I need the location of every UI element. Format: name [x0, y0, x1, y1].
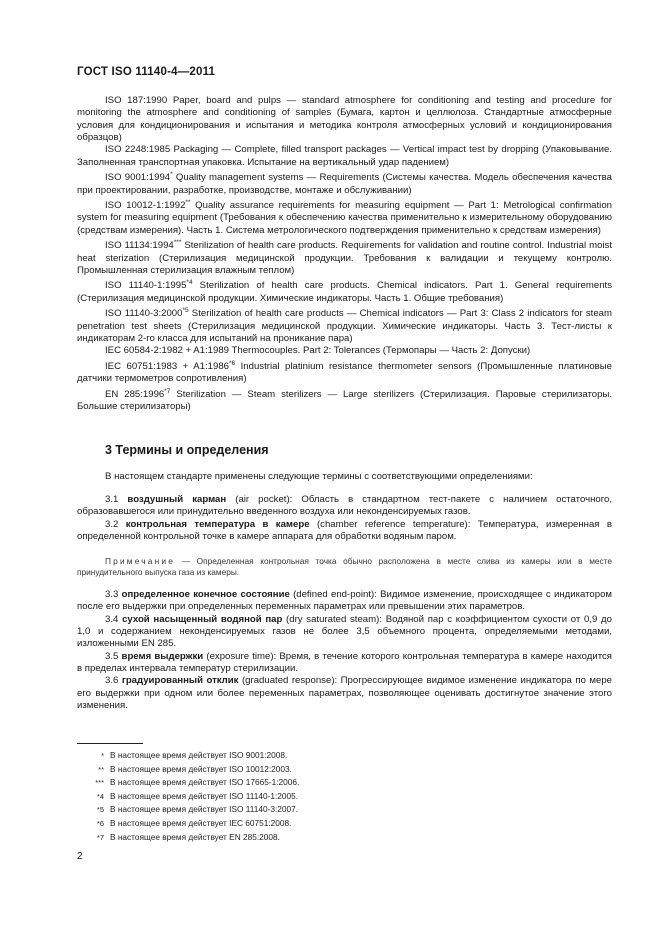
- note-paragraph: [77, 556, 612, 579]
- reference-code: ISO 11134:1994: [105, 240, 174, 252]
- term-name: сухой насыщенный водяной пар: [122, 613, 283, 625]
- footnote-text: В настоящее время действует ISO 11140-3:2007.: [110, 804, 299, 815]
- reference-code: IEC 60751:1983 + A1:1986: [105, 361, 229, 372]
- footnote-text: В настоящее время действует EN 285:2008.: [110, 831, 280, 842]
- term-definition: [77, 675, 612, 712]
- reference-item: [77, 386, 612, 414]
- reference-footnote-mark: **: [185, 198, 191, 206]
- note-label: Примечание: [105, 556, 176, 566]
- reference-item: [77, 237, 612, 277]
- note: [77, 556, 612, 579]
- reference-text: Sterilization of health care products — Chemical indicators — Part 3: Class 2 indicators for steam penetration test sheets (Стерилизация медицинской продукции. Химические индикаторы. Часть 3. Тест-листы к индикаторам 2-го класса для испытаний на проникание пара): [77, 308, 612, 345]
- reference-item: [77, 305, 612, 345]
- terms-list-a: [77, 494, 612, 543]
- footnote-text: В настоящее время действует ISO 11140-1:2005.: [110, 790, 299, 801]
- term-text: (air pocket): Область в стандартном тест-пакете с наличием остаточного, образовавшегося или принудительно введенного воздуха или неконденсируемых газов.: [77, 494, 612, 518]
- footnote-text: В настоящее время действует ISO 10012:2003.: [110, 763, 292, 774]
- section-title: 3 Термины и определения: [105, 443, 269, 457]
- term-name: определенное конечное состояние: [121, 589, 290, 600]
- term-text: (chamber reference temperature): Температура, измеренная в определенной контрольной точке в камере аппарата для обработки водяным паром.: [77, 518, 612, 543]
- footnote-item: [77, 817, 437, 831]
- reference-footnote-mark: *5: [182, 307, 189, 315]
- term-number: 3.1: [105, 494, 119, 505]
- footnote-text: В настоящее время действует ISO 9001:2008.: [110, 750, 288, 760]
- term-name: контрольная температура в камере: [125, 518, 310, 530]
- footnote-item: [77, 749, 437, 763]
- reference-item: [77, 277, 612, 305]
- note-text: — Определенная контрольная точка обычно расположена в месте слива из камеры или в месте принудительного выпуска газа из камеры.: [77, 556, 612, 578]
- term-name: градуированный отклик: [121, 675, 239, 687]
- term-number: 3.4: [105, 613, 119, 625]
- term-text: (dry saturated steam): Водяной пар с коэффициентом сухости от 0,9 до 1,0 и содержанием неконденсируемых газов не более 3,5 объемного процента, определяемыми методами, изложенными EN 285.: [77, 613, 612, 650]
- reference-text: Packaging — Complete, filled transport packages — Vertical impact test by dropping (Упаковывание. Заполненная транспортная упаковка. Испытание на вертикальный удар падением): [77, 144, 612, 168]
- footnote-mark: **: [98, 764, 104, 774]
- reference-item: [77, 95, 612, 144]
- reference-footnote-mark: *6: [228, 359, 236, 367]
- terms-list-b: [77, 589, 612, 712]
- footnote-item: [77, 776, 437, 790]
- reference-footnote-mark: ***: [173, 239, 182, 247]
- reference-item: [77, 169, 612, 197]
- footnote-divider: [77, 743, 143, 744]
- reference-footnote-mark: *: [170, 171, 173, 179]
- reference-code: ISO 10012-1:1992: [105, 200, 186, 212]
- reference-item: [77, 358, 612, 386]
- footnote-text: В настоящее время действует IEC 60751:2008.: [110, 817, 292, 828]
- reference-text: Quality management systems — Requirements (Системы качества. Модель обеспечения качества при проектировании, разработке, производстве, монтаже и обслуживании): [77, 172, 612, 196]
- footnote-mark: *: [101, 751, 104, 760]
- reference-code: ISO 2248:1985: [105, 144, 171, 156]
- reference-footnote-mark: *7: [164, 387, 171, 395]
- term-text: (graduated response): Прогрессирующее видимое изменение индикатора по мере его выдержки при одном или более переменных параметрах, позволяющее оценивать достигнутое значение этого изменения.: [77, 675, 612, 712]
- footnote-text: В настоящее время действует ISO 17665-1:2006.: [110, 777, 300, 788]
- reference-text: Industrial platinium resistance thermometer sensors (Промышленные платиновые датчики термометров сопротивления): [77, 361, 612, 385]
- term-name: время выдержки: [121, 650, 204, 662]
- term-text: (defined end-point): Видимое изменение, происходящее с индикатором после его выдержки при определенных переменных параметрах или превышении этих параметров.: [77, 589, 612, 613]
- term-definition: [77, 589, 612, 614]
- normative-references: [77, 95, 612, 414]
- section-intro: [77, 471, 612, 483]
- document-header: ГОСТ ISO 11140-4—2011: [77, 66, 216, 78]
- reference-code: ISO 11140-1:1995: [105, 280, 187, 292]
- term-definition: [77, 614, 612, 651]
- intro-paragraph: В настоящем стандарте применены следующие термины с соответствующими определениями:: [105, 471, 533, 482]
- reference-text: Sterilization — Steam sterilizers — Large sterilizers (Стерилизация. Паровые стерилизаторы. Большие стерилизаторы): [77, 388, 612, 413]
- footnote-item: [77, 763, 437, 777]
- reference-code: ISO 9001:1994: [105, 172, 171, 184]
- reference-footnote-mark: *4: [186, 279, 193, 287]
- reference-code: ISO 11140-3:2000: [105, 308, 183, 320]
- footnote-mark: *7: [96, 832, 104, 842]
- footnote-item: [77, 831, 437, 845]
- term-text: (exposure time): Время, в течение которого контрольная температура в камере находится в пределах интервала температур стерилизации.: [77, 650, 612, 675]
- reference-text: Sterilization of health care products. Chemical indicators. Part 1. General requirements (Стерилизация медицинской продукции. Химические индикаторы. Часть 1. Общие требования): [77, 280, 612, 304]
- term-definition: [77, 651, 612, 676]
- term-number: 3.3: [105, 589, 119, 600]
- term-number: 3.2: [105, 518, 119, 530]
- term-name: воздушный карман: [127, 494, 227, 505]
- footnote-mark: ***: [95, 778, 104, 788]
- reference-text: Quality assurance requirements for measuring equipment — Part 1: Metrological confirmation system for measuring equipment (Требования к обеспечению качества применительно к измерительному оборудованию (средствам измерения). Часть 1. Система метрологического подтверждения применительно к средствам измерения): [77, 200, 612, 236]
- footnote-item: [77, 790, 437, 804]
- reference-code: EN 285:1996: [105, 388, 165, 400]
- footnotes: [77, 749, 437, 844]
- term-number: 3.5: [105, 650, 119, 662]
- term-number: 3.6: [105, 675, 119, 687]
- reference-text: Thermocouples. Part 2: Tolerances (Термопары — Часть 2: Допуски): [229, 345, 531, 357]
- reference-text: ISO 187:1990 Paper, board and pulps — standard atmosphere for conditioning and testing and procedure for monitoring the atmosphere and conditioning of samples (Бумага, картон и целлюлоза. Стандартные атмосферные условия для кондиционирования и испытания и методика контроля атмосферных условий и кондиционирования образцов): [77, 95, 612, 144]
- footnote-mark: *5: [96, 805, 104, 815]
- reference-text: Sterilization of health care products. Requirements for validation and routine control. Industrial moist heat sterization (Стерилизация медицинской продукции. Требования к валидации и текущему контролю. Промышленная стерилизация влажным теплом): [77, 240, 613, 277]
- term-definition: [77, 494, 612, 519]
- footnote-item: [77, 803, 437, 817]
- footnote-mark: *4: [96, 791, 104, 801]
- term-definition: [77, 519, 612, 544]
- footnote-mark: *6: [96, 818, 104, 828]
- reference-item: [77, 144, 612, 169]
- reference-item: [77, 197, 612, 237]
- reference-item: [77, 345, 612, 357]
- page-number: 2: [77, 851, 83, 862]
- reference-code: IEC 60584-2:1982 + A1:1989: [105, 345, 230, 357]
